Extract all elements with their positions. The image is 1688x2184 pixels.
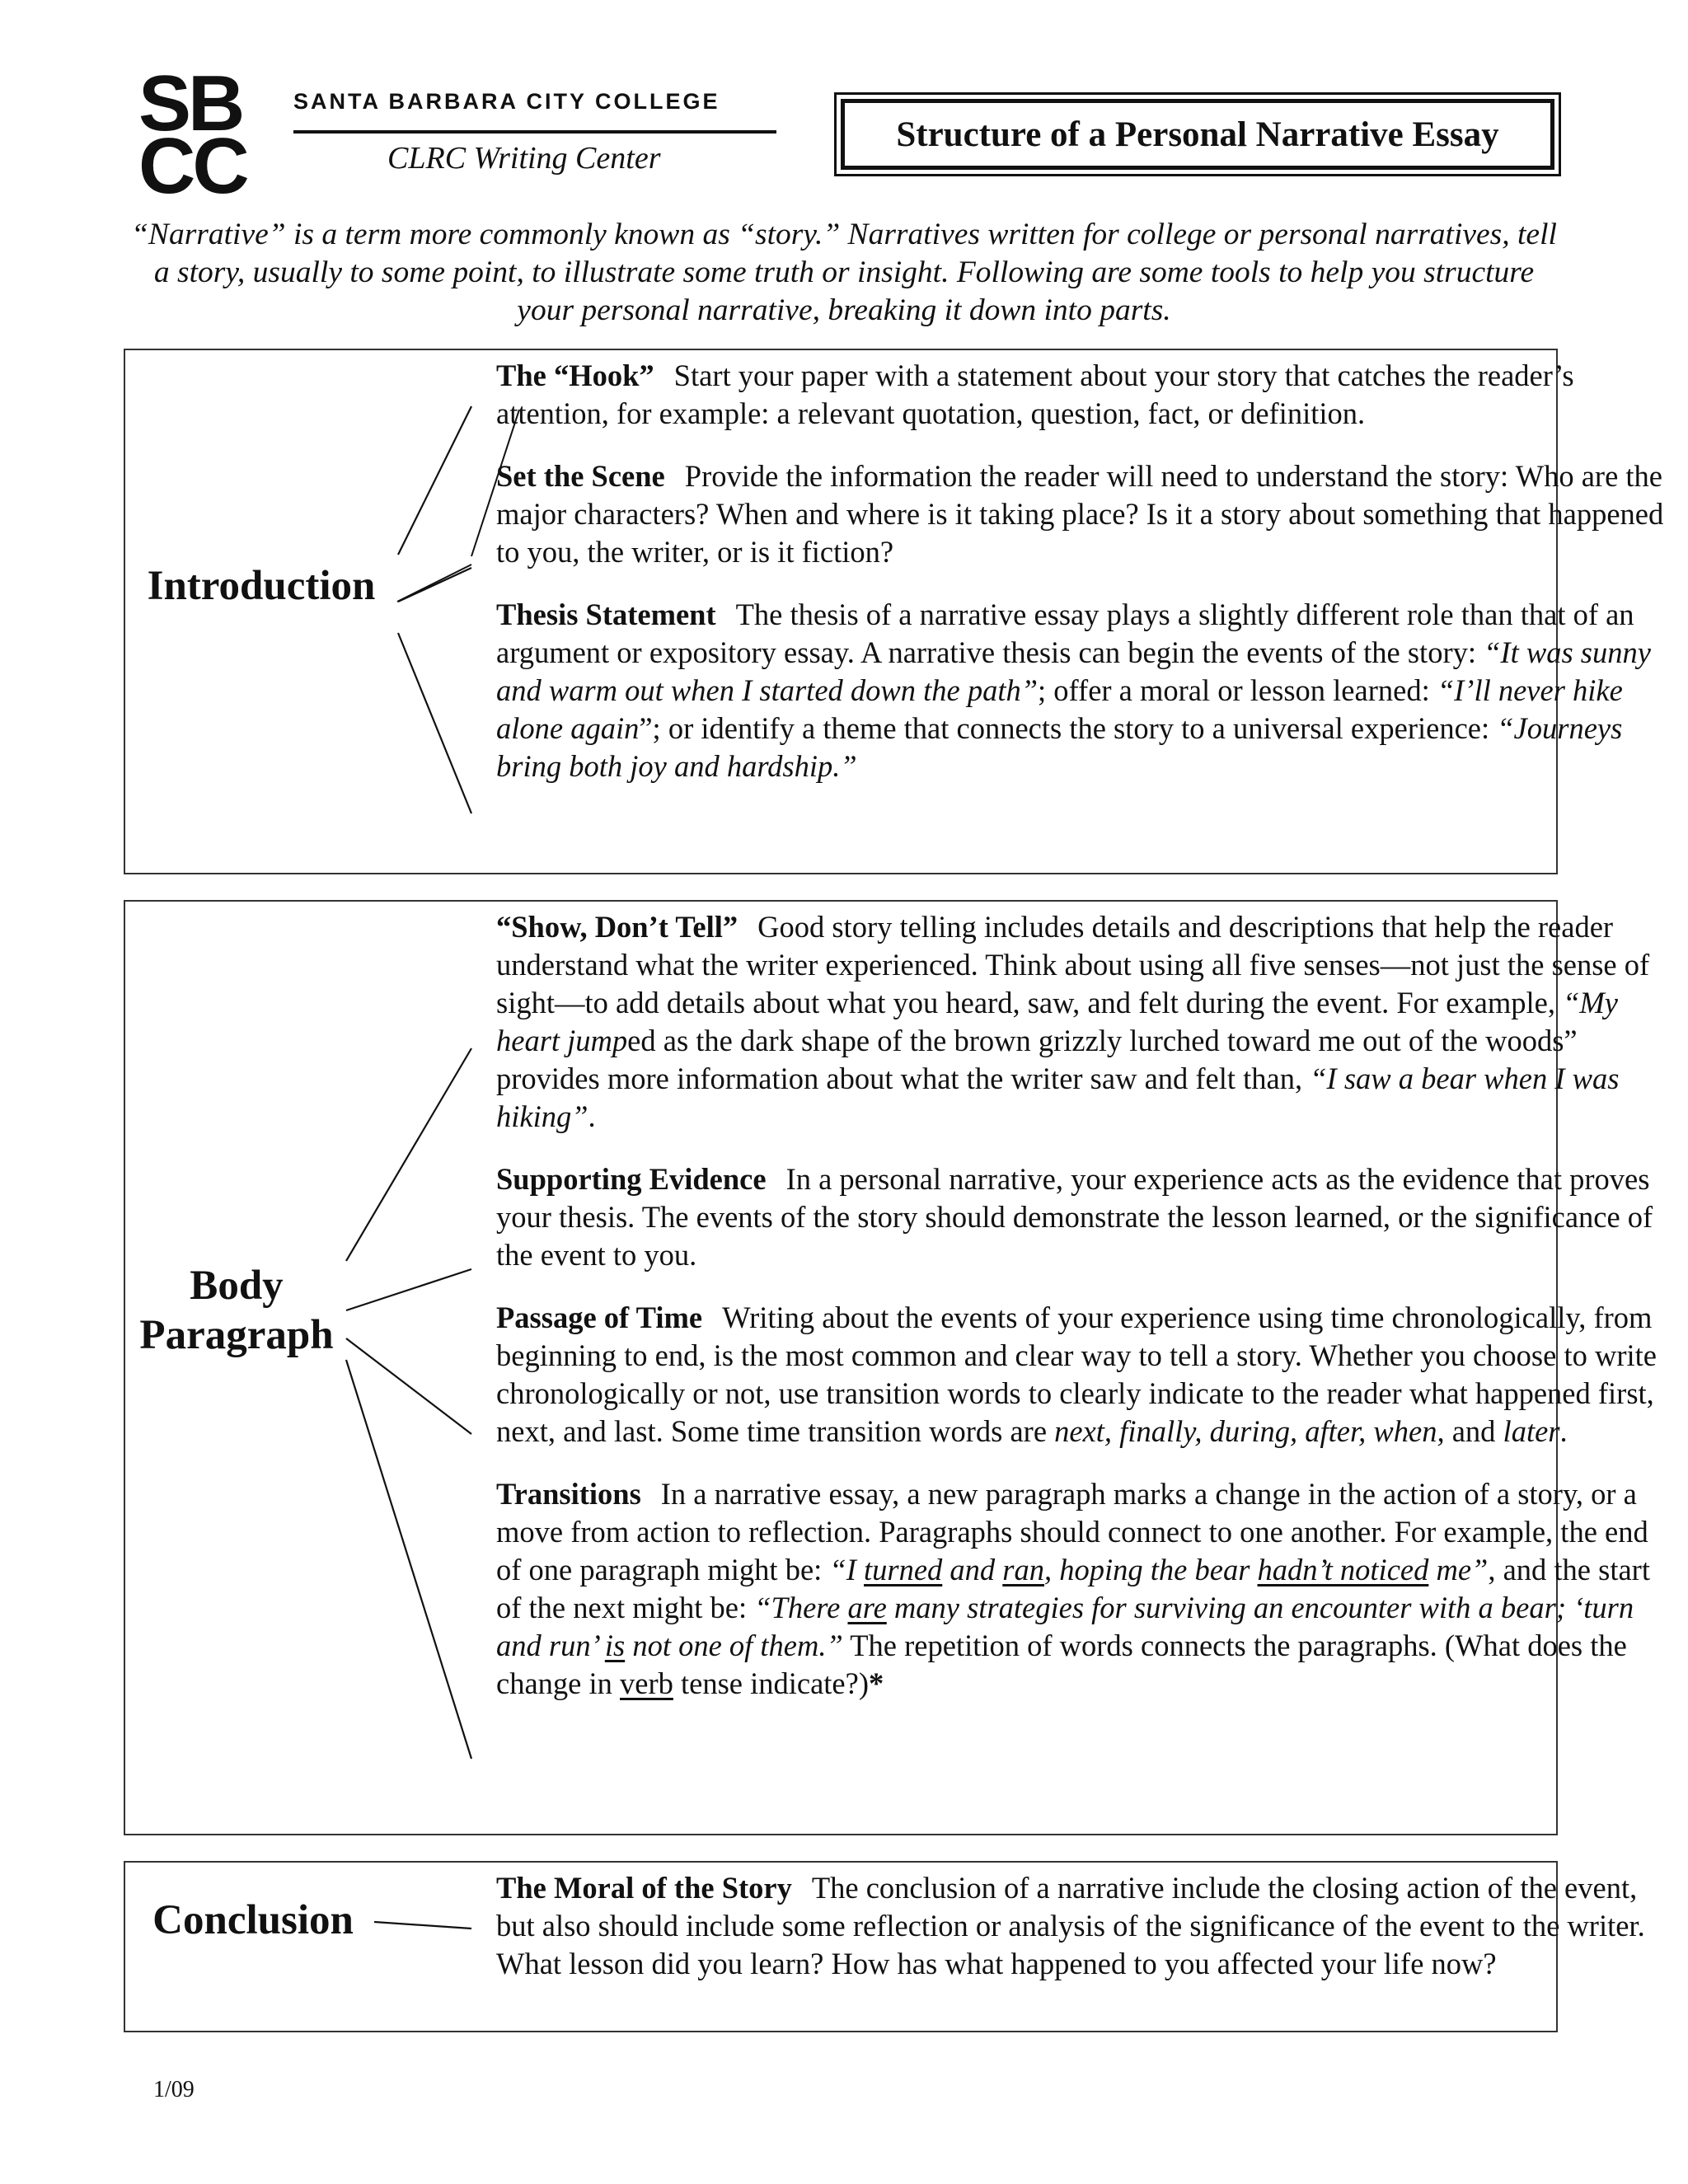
show-text: Good story telling includes details and descriptions that help the reader understand what the writer experienced. Think about using all five senses—not just the sense of sight—to add details about what you heard, saw, and felt during the event. For example, — [496, 910, 1650, 1019]
page-title: Structure of a Personal Narrative Essay — [841, 99, 1554, 170]
logo-line-1: SB — [138, 59, 242, 148]
college-name: SANTA BARBARA CITY COLLEGE — [293, 89, 720, 114]
tr-q2: and — [942, 1553, 1003, 1586]
tr-u3: hadn’t noticed — [1257, 1553, 1429, 1586]
show-dont-tell-item — [496, 908, 1667, 1136]
hook-text: Start your paper with a statement about your story that catches the reader’s attention, for example: a relevant quotation, question, fact, or definition. — [496, 359, 1574, 430]
sbcc-logo — [138, 59, 288, 210]
show-quote-2: “I saw a bear when I was hiking” — [496, 1062, 1620, 1133]
tr-q3: , hoping the bear — [1044, 1553, 1258, 1586]
moral-item — [496, 1869, 1667, 1983]
time-term: Passage of Time — [496, 1301, 703, 1334]
transitions-text-2: , and the start of the next might be: — [496, 1553, 1650, 1624]
tr-u5: is — [604, 1629, 626, 1662]
scene-term: Set the Scene — [496, 459, 665, 493]
tr-q7: not one of them.” — [625, 1629, 843, 1662]
conclusion-section — [124, 1861, 1645, 2032]
footnote-star: * — [869, 1666, 884, 1700]
transitions-text-4: tense indicate?) — [673, 1666, 869, 1700]
show-term: “Show, Don’t Tell” — [496, 910, 738, 944]
logo-line-2: CC — [138, 122, 246, 210]
transitions-text-3: The repetition of words connects the paragraphs. (What does the change in — [496, 1629, 1627, 1700]
hook-item — [496, 357, 1667, 433]
evidence-text: In a personal narrative, your experience acts as the evidence that proves your thesis. The events of the story should demonstrate the lesson learned, or the significance of the event to you. — [496, 1162, 1653, 1272]
transitions-text: In a narrative essay, a new paragraph marks a change in the action of a story, or a move from action to reflection. Paragraphs should connect to one another. For example, the end of one paragraph might be: — [496, 1477, 1648, 1586]
footer-date: 1/09 — [153, 2077, 195, 2102]
transitions-term: Transitions — [496, 1477, 641, 1511]
thesis-quote-2: “I’ll never hike alone again — [496, 673, 1623, 745]
moral-text: The conclusion of a narrative include the closing action of the event, but also should include some reflection or analysis of the significance of the event to the writer. What lesson did you learn? How has what happened to you affected your life now? — [496, 1871, 1645, 1980]
tr-u1: turned — [864, 1553, 943, 1586]
tr-u6: verb — [620, 1666, 673, 1700]
thesis-term: Thesis Statement — [496, 598, 716, 631]
tr-q4: me” — [1428, 1553, 1489, 1586]
time-text-3: . — [1559, 1414, 1568, 1448]
title-box — [834, 92, 1561, 176]
tr-q6: many strategies for surviving an encounter with a bear; ‘turn and run’ — [496, 1591, 1634, 1662]
conclusion-items — [496, 1869, 1667, 1983]
thesis-text: The thesis of a narrative essay plays a slightly different role than that of an argument or expository essay. A narrative thesis can begin the events of the story: — [496, 598, 1634, 669]
show-text-2: ed as the dark shape of the brown grizzly lurched toward me out of the woods” provides more information about what the writer saw and felt than, — [496, 1024, 1578, 1095]
conclusion-label: Conclusion — [152, 1897, 354, 1943]
introduction-label: Introduction — [147, 563, 376, 609]
thesis-quote-1: “It was sunny and warm out when I started down the path” — [496, 635, 1651, 707]
tr-u2: ran — [1002, 1553, 1045, 1586]
scene-item — [496, 457, 1667, 571]
time-text-2: and — [1444, 1414, 1503, 1448]
time-words-2: later — [1503, 1414, 1560, 1448]
tr-u4: are — [847, 1591, 887, 1624]
body-label-line-1: Body — [190, 1263, 284, 1309]
body-items — [496, 908, 1667, 1703]
introduction-section — [124, 349, 1664, 874]
transitions-example-1 — [829, 1553, 1488, 1586]
introduction-items — [496, 357, 1667, 785]
time-text: Writing about the events of your experience using time chronologically, from beginning to end, is the most common and clear way to tell a story. Whether you choose to write chronologically or not, use transition words to clearly indicate to the reader what happened first, next, and last. Some time transition words are — [496, 1301, 1657, 1448]
thesis-quote-3: “Journeys bring both joy and hardship.” — [496, 711, 1623, 783]
body-label-line-2: Paragraph — [139, 1312, 334, 1358]
scene-text: Provide the information the reader will need to understand the story: Who are the major characters? When and where is it taking place? Is it a story about something that happened to you, the writer, or is it fiction? — [496, 459, 1664, 569]
evidence-item — [496, 1160, 1667, 1274]
tr-q5: “There — [754, 1591, 848, 1624]
evidence-term: Supporting Evidence — [496, 1162, 767, 1196]
thesis-text-2: ; offer a moral or lesson learned: — [1038, 673, 1437, 707]
intro-paragraph: “Narrative” is a term more commonly known as “story.” Narratives written for college or personal narratives, tell a story, usually to some point, to illustrate some truth or insight. Following are some tools to help you structure your personal narrative, breaking it down into parts. — [131, 218, 1557, 327]
show-text-3: . — [588, 1099, 596, 1133]
time-words-1: next, finally, during, after, when, — [1054, 1414, 1445, 1448]
tr-q1: “I — [829, 1553, 864, 1586]
logo-divider — [293, 130, 776, 134]
thesis-item — [496, 596, 1667, 785]
thesis-text-3: ”; or identify a theme that connects the story to a universal experience: — [639, 711, 1498, 745]
show-quote-1: “My heart jump — [496, 986, 1618, 1057]
writing-center-name: CLRC Writing Center — [387, 141, 661, 176]
body-section — [124, 900, 1657, 1835]
moral-term: The Moral of the Story — [496, 1871, 792, 1905]
passage-of-time-item — [496, 1299, 1667, 1451]
transitions-item — [496, 1475, 1667, 1703]
hook-term: The “Hook” — [496, 359, 654, 392]
